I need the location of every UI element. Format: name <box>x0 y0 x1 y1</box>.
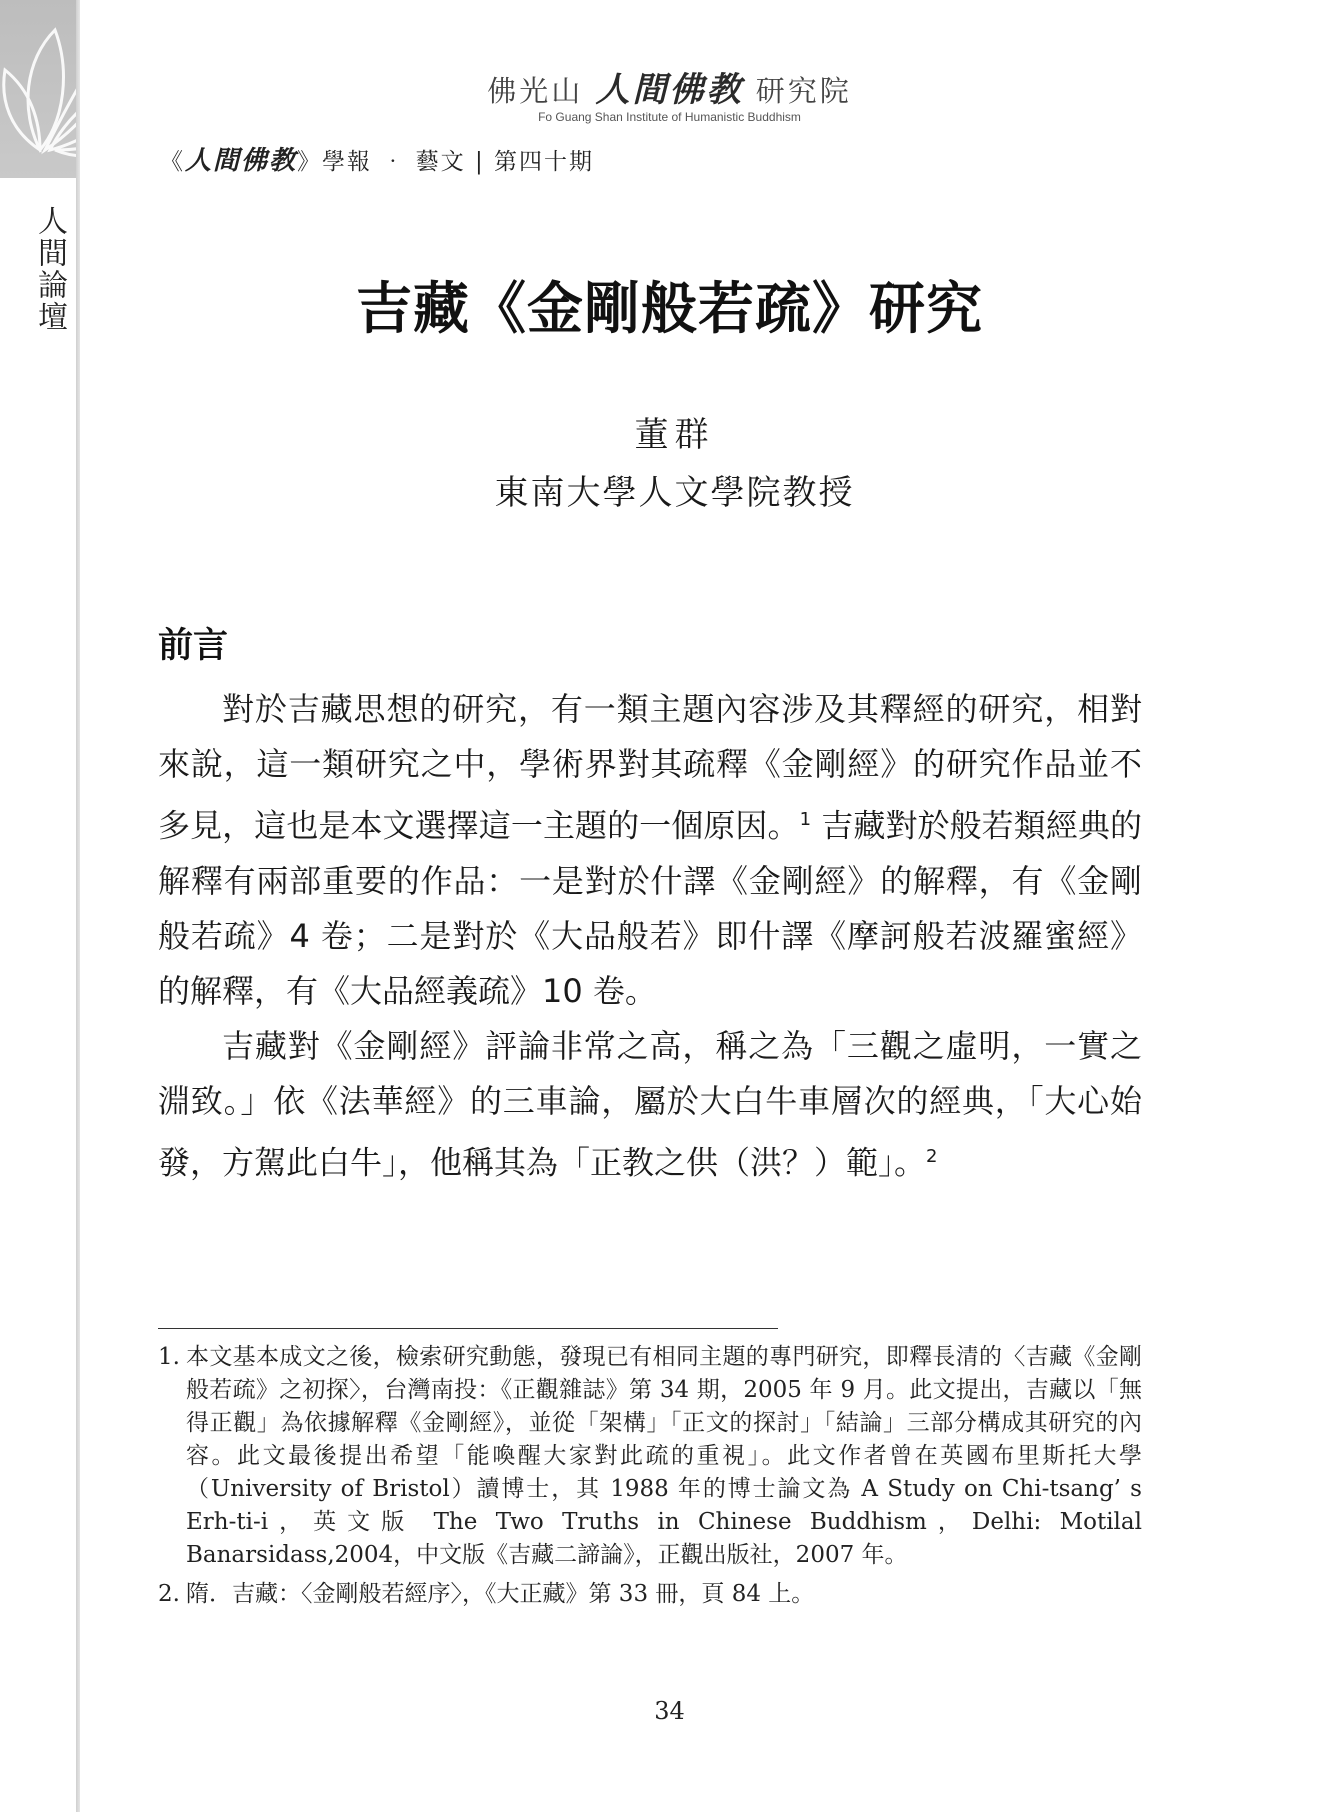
side-section-tab: 人間論壇 <box>32 205 67 333</box>
footnote-divider <box>158 1328 778 1329</box>
institute-english-name: Fo Guang Shan Institute of Humanistic Buddhism <box>538 110 801 124</box>
institute-brand: 人間佛教 <box>595 70 744 110</box>
journal-running-head: 《人間佛教》學報 ‧ 藝文 | 第四十期 <box>160 146 595 176</box>
footnote-number: 1. <box>158 1344 180 1370</box>
institute-prefix: 佛光山 <box>487 74 584 108</box>
footnotes <box>158 1341 1142 1617</box>
paragraph: 吉藏對《金剛經》評論非常之高，稱之為「三觀之虛明，一實之淵致。」依《法華經》的三車論，屬於大白牛車層次的經典，「大心始發，方駕此白牛」，他稱其為「正教之供（洪？）範」。$^2$ <box>158 1026 1142 1182</box>
footnote-ref[interactable]: 1 <box>799 809 812 830</box>
article-title: 吉藏《金剛般若疏》研究 <box>356 276 983 342</box>
article-author: 董群 <box>634 415 715 455</box>
journal-brand: 人間佛教 <box>185 146 298 176</box>
footnote-number: 2. <box>158 1581 180 1607</box>
institute-header <box>0 62 1339 111</box>
page-number: 34 <box>654 1697 685 1725</box>
institute-suffix: 研究院 <box>755 74 852 108</box>
footnote-text: 隋．吉藏：〈金剛般若經序〉，《大正藏》第 33 冊，頁 84 上。 <box>186 1581 815 1607</box>
paragraph: 對於吉藏思想的研究，有一類主題內容涉及其釋經的研究，相對來說，這一類研究之中，學術界對其疏釋《金剛經》的研究作品並不多見，這也是本文選擇這一主題的一個原因。$^1$ 吉藏對於般若類經典的解釋有兩部重要的作品：一是對於什譯《金剛經》的解釋，有《金剛般若疏》4 卷；二是對於《大品般若》即什譯《摩訶般若波羅蜜經》的解釋，有《大品經義疏》10 卷。 <box>158 690 1142 1010</box>
footnote-ref[interactable]: 2 <box>926 1145 938 1167</box>
author-affiliation: 東南大學人文學院教授 <box>494 473 855 513</box>
footnote-text: 本文基本成文之後，檢索研究動態，發現已有相同主題的專門研究，即釋長清的〈吉藏《金剛般若疏》之初探〉，台灣南投：《正觀雜誌》第 34 期，2005 年 9 月。此文提出，吉藏以「無得正觀」為依據解釋《金剛經》，並從「架構」「正文的探討」「結論」三部分構成其研究的內容。此文最後提出希望「能喚醒大家對此疏的重視」。此文作者曾在英國布里斯托大學（University of Bristol）讀博士，其 1988 年的博士論文為 A Study on Chi-tsang’ s Erh-ti-i，英文版 The Two Truths in Chinese Buddhism，Delhi: Motilal Banarsidass,2004，中文版《吉藏二諦論》，正觀出版社，2007 年。 <box>186 1344 1142 1568</box>
article-body <box>158 682 1142 1190</box>
footnote <box>158 1578 1142 1611</box>
section-heading: 前言 <box>158 625 229 666</box>
journal-issue: 》學報 ‧ 藝文 | 第四十期 <box>297 149 595 175</box>
footnote <box>158 1341 1142 1572</box>
